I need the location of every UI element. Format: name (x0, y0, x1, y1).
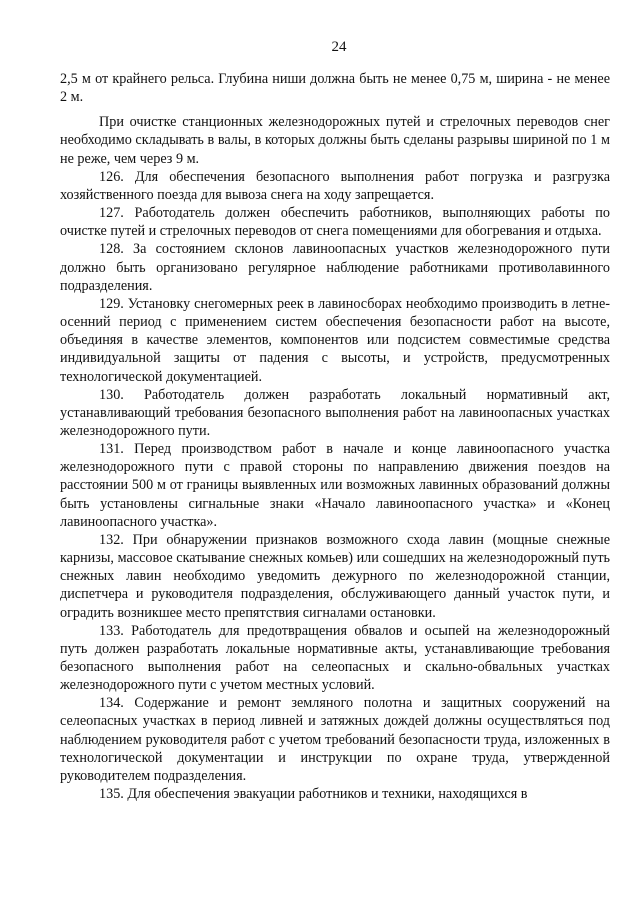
paragraph-126: 126. Для обеспечения безопасного выполнения работ погрузка и разгрузка хозяйственного поезда для вывоза снега на ходу запрещается. (60, 168, 610, 203)
paragraph-135: 135. Для обеспечения эвакуации работников и техники, находящихся в (99, 786, 528, 803)
paragraph-130: 130. Работодатель должен разработать локальный нормативный акт, устанавливающий требования безопасного выполнения работ на лавиноопасных участках железнодорожного пути. (60, 386, 610, 439)
paragraph-133: 133. Работодатель для предотвращения обвалов и осыпей на железнодорожный путь должен разработать локальные нормативные акты, устанавливающие требования безопасного выполнения работ на селеопасных и скально-обвальных участках железнодорожного пути с учетом местных условий. (60, 622, 610, 694)
paragraph-132: 132. При обнаружении признаков возможного схода лавин (мощные снежные карнизы, массовое скатывание снежных комьев) или сошедших на железнодорожный путь снежных лавин необходимо уведомить дежурного по железнодорожной станции, диспетчера и руководителя подразделения, обслуживающего данный участок пути, и оградить возникшее место препятствия сигналами остановки. (60, 531, 610, 621)
paragraph-131: 131. Перед производством работ в начале и конце лавиноопасного участка железнодорожного пути с правой стороны по направлению движения поездов на расстоянии 500 м от границы выявленных или возможных лавинных образований должны быть установлены сигнальные знаки «Начало лавиноопасного участка» и «Конец лавиноопасного участка». (60, 441, 610, 530)
page-number: 24 (331, 39, 347, 55)
paragraph-129: 129. Установку снегомерных реек в лавиносборах необходимо производить в летне-осенний период с применением систем обеспечения безопасности работ на высоте, объединяя в качестве элементов, компонентов или подсистем совместимые средства индивидуальной защиты от падения с высоты, и устройств, предусмотренных технологической документацией. (60, 295, 610, 385)
paragraph-128: 128. За состоянием склонов лавиноопасных участков железнодорожного пути должно быть организовано регулярное наблюдение работниками противолавинного подразделения. (60, 241, 610, 294)
paragraph-134: 134. Содержание и ремонт земляного полотна и защитных сооружений на селеопасных участках в период ливней и затяжных дождей должны осуществляться под наблюдением руководителя работ с учетом требований безопасности труда, изложенных в технологической документации и инструкции по охране труда, утвержденной руководителем подразделения. (60, 695, 610, 784)
paragraph-127: 127. Работодатель должен обеспечить работников, выполняющих работы по очистке путей и стрелочных переводов от снега помещениями для обогревания и отдыха. (60, 205, 610, 240)
paragraph-niche-continuation: 2,5 м от крайнего рельса. Глубина ниши должна быть не менее 0,75 м, ширина - не менее 2 м. (60, 71, 610, 106)
paragraph-snow-windrows: При очистке станционных железнодорожных путей и стрелочных переводов снег необходимо складывать в валы, в которых должны быть сделаны разрывы шириной по 1 м не реже, чем через 9 м. (60, 114, 610, 167)
